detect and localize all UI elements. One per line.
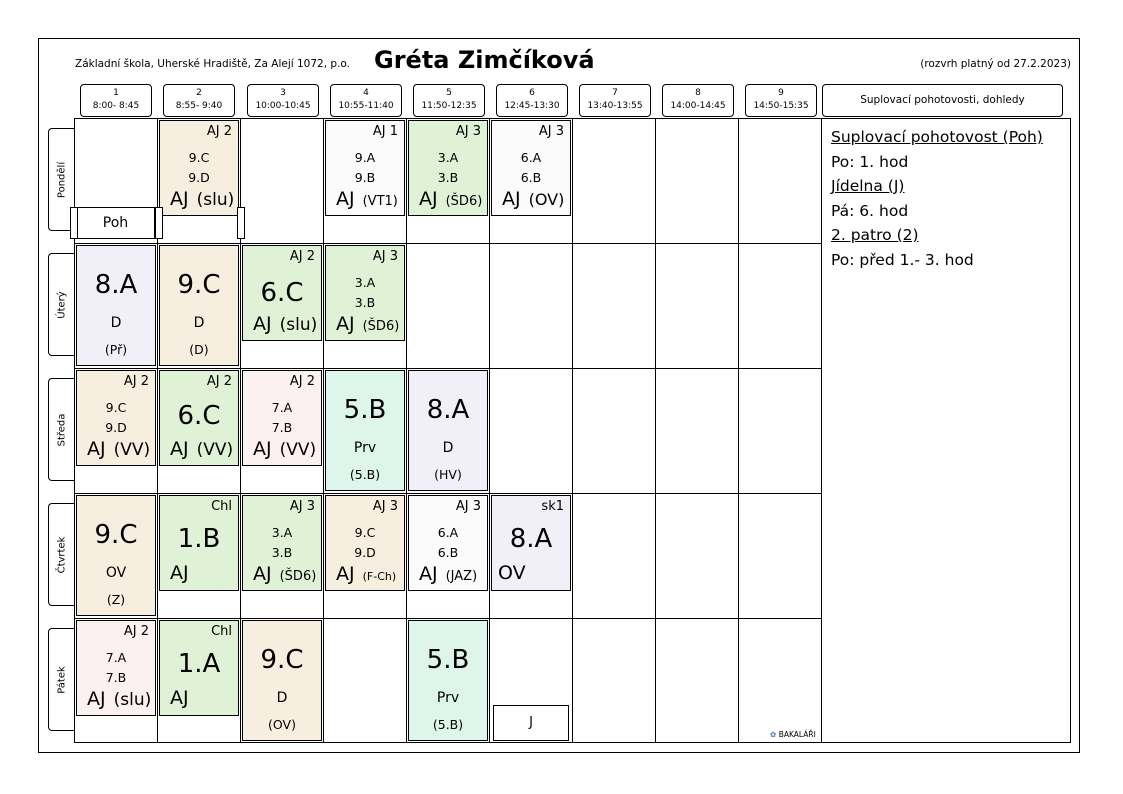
lesson-tue-3[interactable]: AJ 2 6.C AJ (slu) [242,245,322,341]
lesson-wed-5[interactable]: 8.A D (HV) [408,370,488,491]
lesson-mon-5[interactable]: AJ 3 3.A 3.B AJ (ŠD6) [408,120,488,216]
grid-line [406,118,407,743]
period-header-9: 9 14:50-15:35 [745,84,817,117]
day-tab-tuesday: Úterý [48,253,74,356]
grid-line [74,493,822,494]
grid-line [74,618,822,619]
lesson-tue-2[interactable]: 9.C D (D) [159,245,239,366]
day-tab-monday: Pondělí [48,128,74,231]
lesson-mon-4[interactable]: AJ 1 9.A 9.B AJ (VT1) [325,120,405,216]
lesson-wed-1[interactable]: AJ 2 9.C 9.D AJ (VV) [76,370,156,466]
school-name: Základní škola, Uherské Hradiště, Za Alejí 1072, p.o. [75,58,350,70]
grid-line [572,118,573,743]
supervision-entry: Pá: 6. hod [831,201,909,220]
period-header-5: 5 11:50-12:35 [413,84,485,117]
lesson-fri-2[interactable]: Chl 1.A AJ [159,620,239,716]
grid-line [74,243,822,244]
period-header-1: 1 8:00- 8:45 [80,84,152,117]
lesson-thu-6[interactable]: sk1 8.A OV [491,495,571,591]
lesson-wed-2[interactable]: AJ 2 6.C AJ (VV) [159,370,239,466]
period-header-4: 4 10:55-11:40 [330,84,402,117]
lesson-thu-3[interactable]: AJ 3 3.A 3.B AJ (ŠD6) [242,495,322,591]
period-header-6: 6 12:45-13:30 [496,84,568,117]
grid-line [738,118,739,743]
lesson-wed-3[interactable]: AJ 2 7.A 7.B AJ (VV) [242,370,322,466]
lesson-tue-4[interactable]: AJ 3 3.A 3.B AJ (ŠD6) [325,245,405,341]
duty-marker [70,207,78,239]
period-header-3: 3 10:00-10:45 [247,84,319,117]
lesson-thu-1[interactable]: 9.C OV (Z) [76,495,156,616]
supervision-list [831,125,1043,272]
lesson-fri-1[interactable]: AJ 2 7.A 7.B AJ (slu) [76,620,156,716]
grid-line [323,118,324,743]
supervision-entry: Po: před 1.- 3. hod [831,250,974,269]
supervision-header: Suplovací pohotovosti, dohledy [822,84,1063,117]
lesson-mon-6[interactable]: AJ 3 6.A 6.B AJ (OV) [491,120,571,216]
duty-j-friday[interactable]: J [493,705,569,741]
lesson-mon-2[interactable]: AJ 2 9.C 9.D AJ (slu) [159,120,239,216]
duty-marker [237,207,245,239]
period-header-7: 7 13:40-13:55 [579,84,651,117]
day-tab-wednesday: Středa [48,378,74,481]
lesson-thu-5[interactable]: AJ 3 6.A 6.B AJ (JAZ) [408,495,488,591]
grid-line [655,118,656,743]
supervision-entry: Po: 1. hod [831,152,909,171]
supervision-heading: Jídelna (J) [831,177,905,195]
duty-marker [155,207,163,239]
period-header-8: 8 14:00-14:45 [662,84,734,117]
logo-icon: ✿ [770,730,777,739]
period-header-2: 2 8:55- 9:40 [163,84,235,117]
lesson-wed-4[interactable]: 5.B Prv (5.B) [325,370,405,491]
day-tab-friday: Pátek [48,628,74,731]
grid-line [74,368,822,369]
valid-date: (rozvrh platný od 27.2.2023) [920,58,1071,70]
lesson-fri-5[interactable]: 5.B Prv (5.B) [408,620,488,741]
lesson-tue-1[interactable]: 8.A D (Př) [76,245,156,366]
teacher-name: Gréta Zimčíková [374,46,595,74]
duty-poh-monday[interactable]: Poh [76,207,155,239]
lesson-thu-4[interactable]: AJ 3 9.C 9.D AJ (F-Ch) [325,495,405,591]
grid-line [489,118,490,743]
day-tab-thursday: Čtvrtek [48,503,74,606]
supervision-heading: Suplovací pohotovost (Poh) [831,128,1043,146]
supervision-heading: 2. patro (2) [831,226,919,244]
bakalari-logo: ✿ BAKALÁŘI [770,730,816,739]
lesson-thu-2[interactable]: Chl 1.B AJ [159,495,239,591]
lesson-fri-3[interactable]: 9.C D (OV) [242,620,322,741]
